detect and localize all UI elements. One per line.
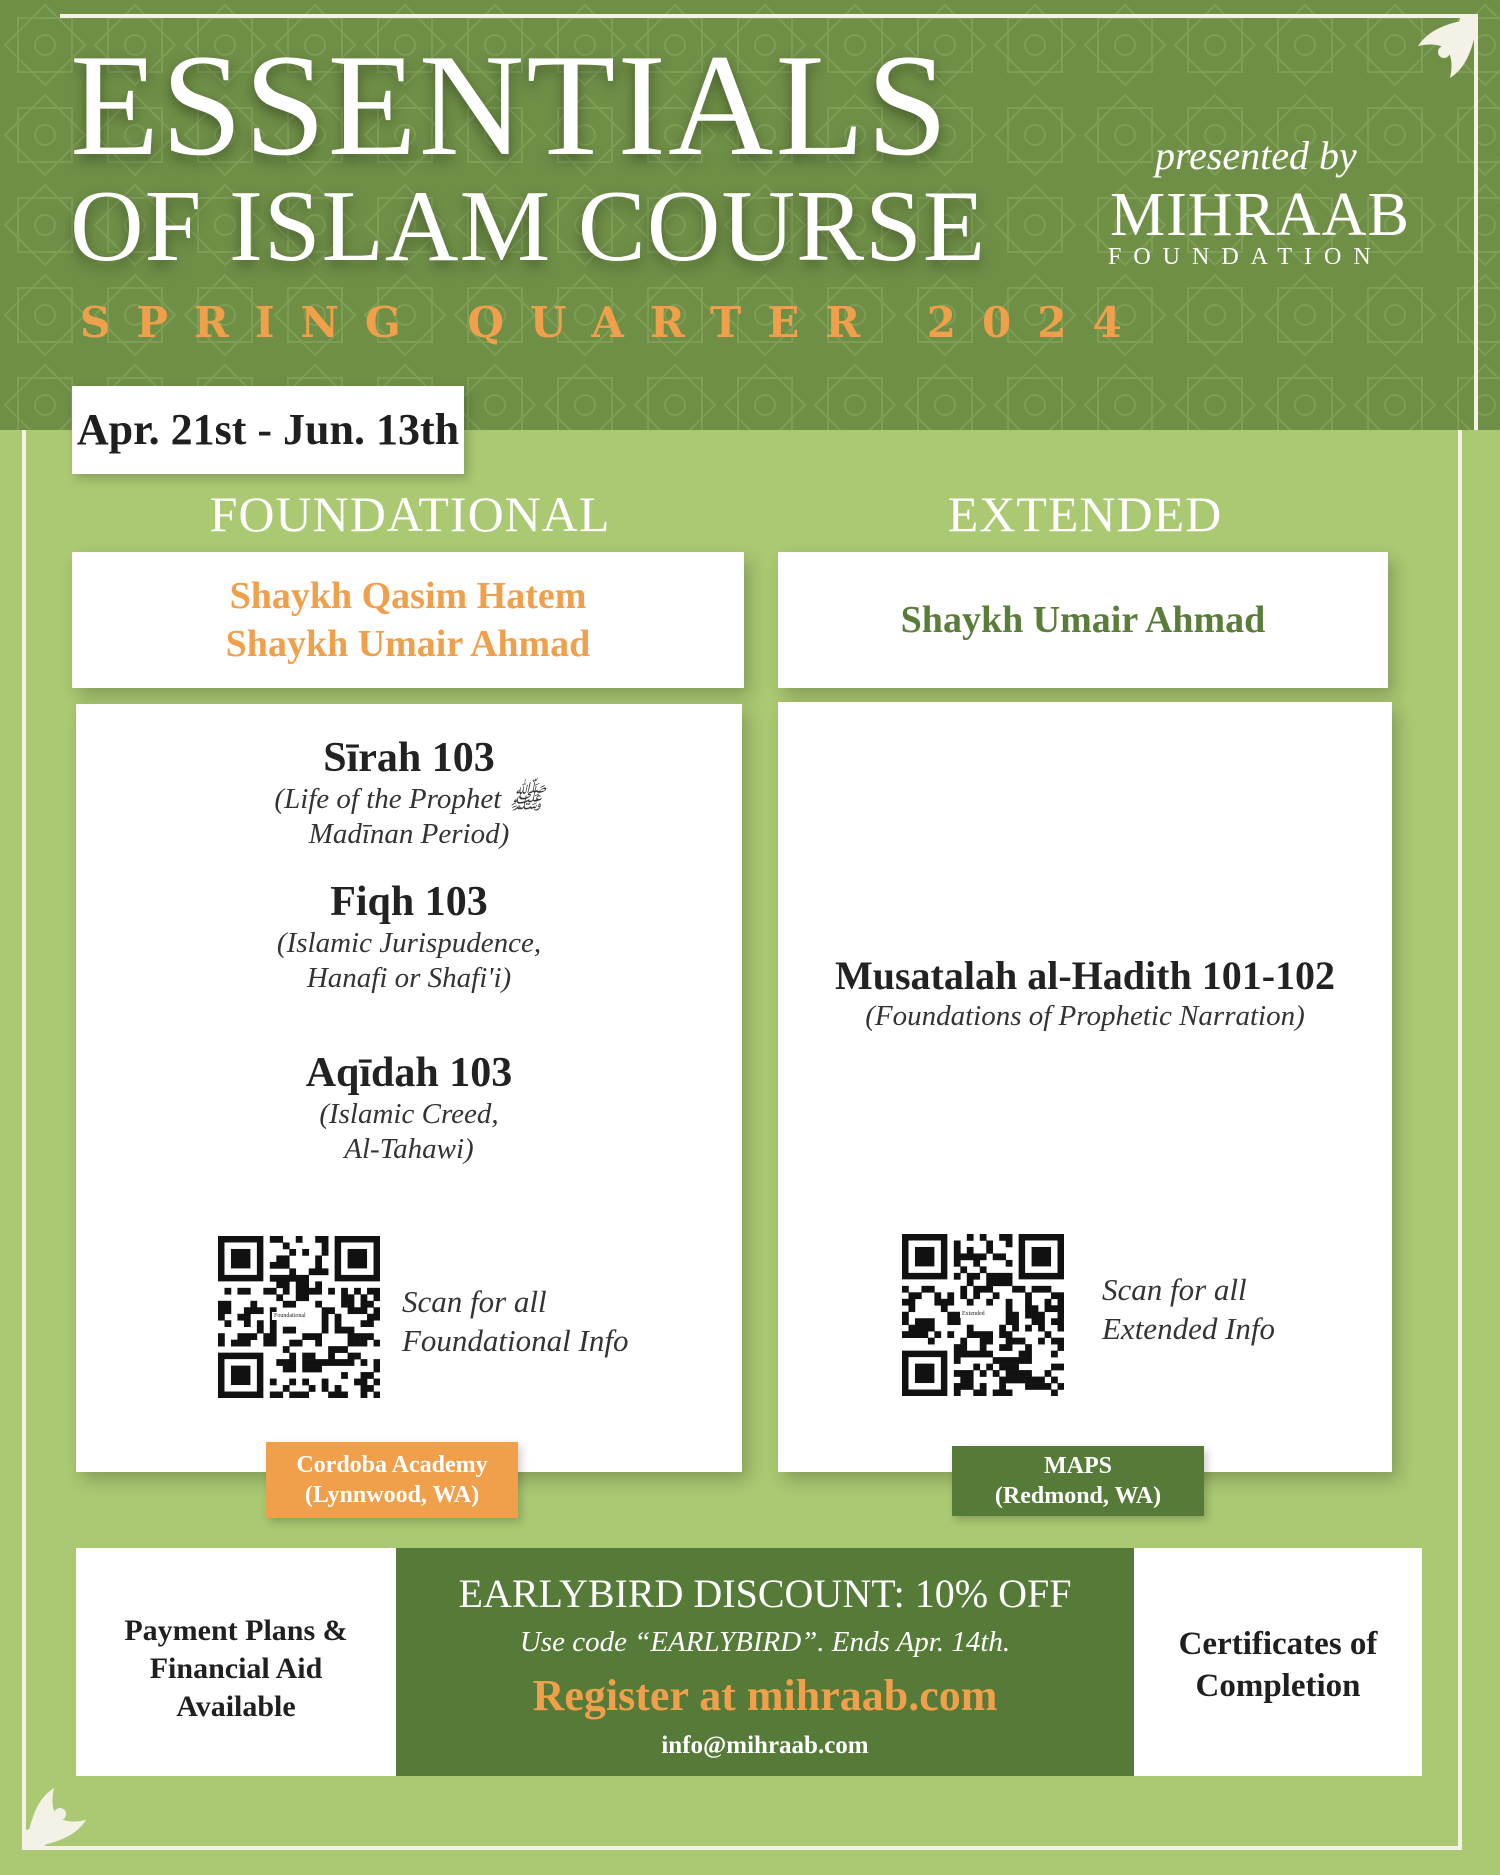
course-description: Madīnan Period) <box>308 818 510 850</box>
venue-name: MAPS <box>1044 1453 1112 1479</box>
presented-by-label: presented by <box>1155 133 1357 178</box>
qr-label: Foundational <box>274 1313 306 1319</box>
foundational-teacher-card <box>72 552 744 688</box>
register-link[interactable]: Register at mihraab.com <box>532 1671 998 1720</box>
extended-venue-badge <box>952 1446 1204 1516</box>
earlybird-box <box>396 1548 1134 1776</box>
corner-ornament-icon <box>1408 16 1480 88</box>
payment-line: Payment Plans & <box>124 1614 348 1647</box>
course-item <box>778 952 1392 1034</box>
course-description: (Islamic Jurispudence, <box>276 927 542 959</box>
payment-plans-box <box>76 1548 396 1776</box>
extended-teacher-card <box>778 552 1388 688</box>
course-description: Al-Tahawi) <box>344 1133 474 1165</box>
brand-logo: MIHRAAB <box>1110 181 1410 249</box>
date-range: Apr. 21st - Jun. 13th <box>76 405 460 454</box>
brand-subtitle: FOUNDATION <box>1108 244 1383 270</box>
scan-line: Scan for all <box>402 1284 547 1319</box>
term-label: SPRING QUARTER 2024 <box>80 298 1148 347</box>
payment-line: Financial Aid <box>149 1652 323 1685</box>
date-range-box <box>72 386 464 474</box>
course-description: Hanafi or Shafi'i) <box>306 962 512 994</box>
course-title-line1: ESSENTIALS <box>70 24 950 186</box>
qr-label: Extended <box>962 1311 985 1317</box>
earlybird-code: Use code “EARLYBIRD”. Ends Apr. 14th. <box>519 1626 1011 1658</box>
venue-name: Cordoba Academy <box>296 1452 488 1478</box>
course-title: Sīrah 103 <box>323 735 495 781</box>
earlybird-title: EARLYBIRD DISCOUNT: 10% OFF <box>458 1571 1072 1616</box>
payment-line: Available <box>176 1690 296 1723</box>
course-description: (Foundations of Prophetic Narration) <box>865 1000 1305 1032</box>
foundational-venue-badge <box>266 1442 518 1518</box>
venue-location: (Redmond, WA) <box>994 1483 1162 1509</box>
teacher-name: Shaykh Umair Ahmad <box>225 623 591 665</box>
scan-instruction <box>402 1282 628 1360</box>
course-title-line2: OF ISLAM COURSE <box>70 170 987 283</box>
certificates-line: Certificates of <box>1178 1626 1378 1662</box>
venue-location: (Lynnwood, WA) <box>304 1482 480 1508</box>
foundational-heading: FOUNDATIONAL <box>209 486 611 542</box>
course-title: Fiqh 103 <box>330 879 488 925</box>
scan-instruction <box>1102 1270 1275 1348</box>
certificates-line: Completion <box>1195 1668 1361 1704</box>
teacher-name: Shaykh Qasim Hatem <box>229 575 587 617</box>
course-item <box>76 878 742 996</box>
scan-line: Scan for all <box>1102 1272 1247 1307</box>
course-item <box>76 1049 742 1167</box>
scan-line: Foundational Info <box>402 1323 629 1358</box>
course-description: (Islamic Creed, <box>319 1098 499 1130</box>
course-description: (Life of the Prophet ﷺ <box>274 783 544 815</box>
extended-heading: EXTENDED <box>947 486 1223 542</box>
email-link[interactable]: info@mihraab.com <box>661 1732 869 1759</box>
foundational-courses-card <box>76 704 742 1472</box>
corner-ornament-icon <box>24 1778 96 1850</box>
scan-line: Extended Info <box>1102 1311 1276 1346</box>
course-item <box>76 734 742 852</box>
course-title: Musatalah al-Hadith 101-102 <box>834 953 1336 998</box>
course-title: Aqīdah 103 <box>305 1050 513 1096</box>
certificates-box <box>1134 1548 1422 1776</box>
extended-courses-card <box>778 702 1392 1472</box>
teacher-name: Shaykh Umair Ahmad <box>900 599 1266 641</box>
